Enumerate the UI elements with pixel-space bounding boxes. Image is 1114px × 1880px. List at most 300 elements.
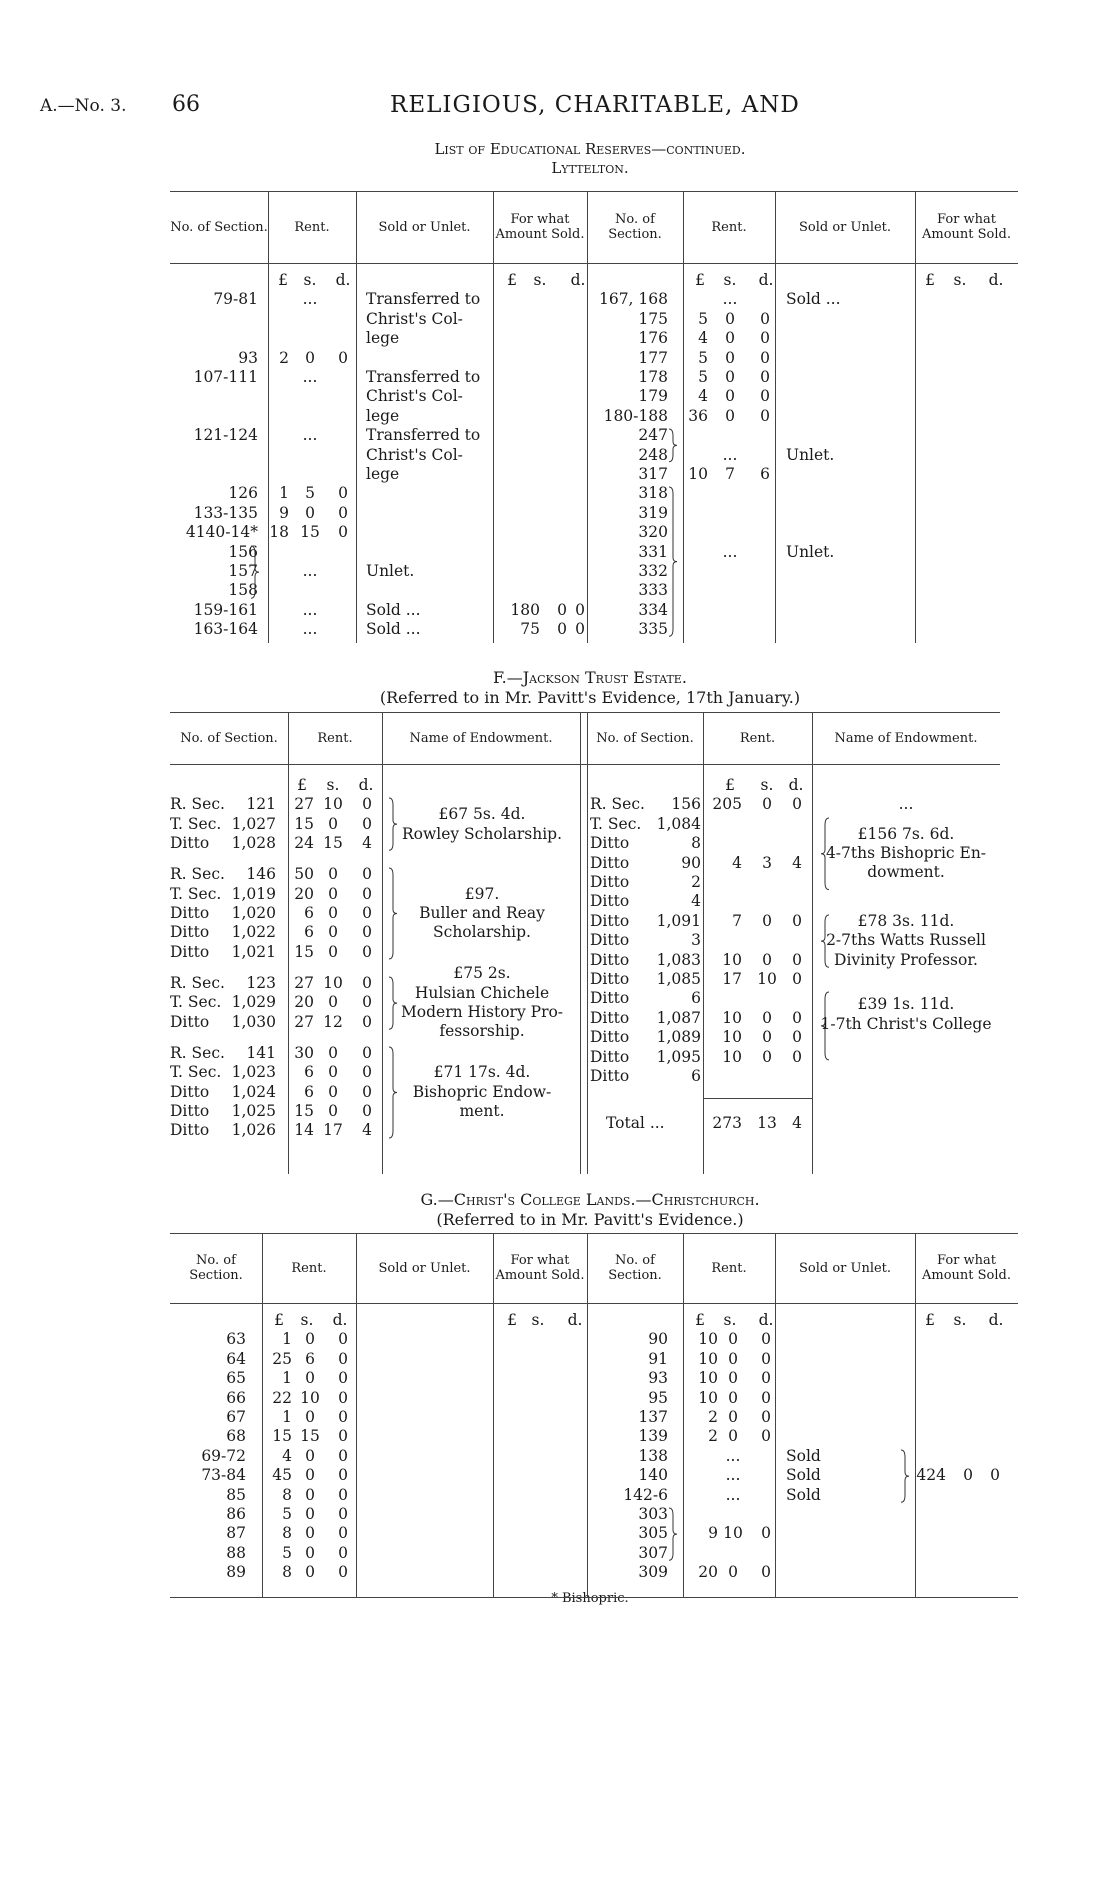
rent-pounds: 36 xyxy=(688,406,708,425)
section-type: T. Sec. xyxy=(170,1063,222,1082)
section-number: 1,091 xyxy=(656,911,701,930)
section-type: Ditto xyxy=(590,950,630,969)
rent-shillings: 0 xyxy=(762,911,772,930)
section-number: 63 xyxy=(226,1330,246,1349)
rent-shillings: 0 xyxy=(328,884,338,903)
rent-shillings: 0 xyxy=(305,1505,315,1523)
total-pence: 4 xyxy=(792,1113,802,1132)
rent-shillings: 5 xyxy=(305,484,315,503)
sold-or-unlet: Sold ... xyxy=(366,620,421,639)
section-type: T. Sec. xyxy=(170,993,222,1012)
rent-pence: 0 xyxy=(362,942,372,961)
unit-label: s. xyxy=(533,271,547,289)
amount-shillings: 0 xyxy=(557,620,567,639)
rent-pence: 0 xyxy=(362,923,372,942)
rent-pounds: 18 xyxy=(269,523,289,542)
section-number: 1,089 xyxy=(656,1028,701,1047)
unit-label: £ xyxy=(274,1311,284,1329)
rent-pounds: 15 xyxy=(294,1101,314,1120)
rent-shillings: 0 xyxy=(328,942,338,961)
rent-pounds: 10 xyxy=(722,1008,742,1027)
section-g-header-rule xyxy=(170,1303,1018,1304)
rent-pounds: 10 xyxy=(698,1369,718,1388)
rent-shillings: 0 xyxy=(305,1485,315,1504)
section-number: 1,025 xyxy=(231,1101,276,1120)
section-f-header-2: Name of Endowment. xyxy=(409,730,553,746)
section-number: 319 xyxy=(638,503,668,522)
rent-shillings: 0 xyxy=(728,1349,738,1368)
section-number: 303 xyxy=(638,1505,668,1523)
brace-247-248 xyxy=(668,428,678,463)
section-number: 307 xyxy=(638,1543,668,1562)
section-number: 1,022 xyxy=(231,923,276,942)
unit-label: £ xyxy=(278,271,288,289)
rent-pounds: 2 xyxy=(708,1408,718,1426)
rent-pence: 0 xyxy=(761,1427,771,1446)
section-number: 1,030 xyxy=(231,1012,276,1031)
section-number: 177 xyxy=(638,348,668,367)
brace-sold xyxy=(900,1449,910,1503)
rent-pence: 0 xyxy=(761,1349,771,1368)
section-type: Ditto xyxy=(590,834,630,853)
page-title: RELIGIOUS, CHARITABLE, AND xyxy=(390,92,800,118)
rent-shillings: 3 xyxy=(762,853,772,872)
section-type: T. Sec. xyxy=(170,814,222,833)
rent-pence: 0 xyxy=(761,1563,771,1582)
endowment-name: £156 7s. 6d. xyxy=(857,824,955,843)
section-type: R. Sec. xyxy=(170,973,225,992)
rent-pounds: 2 xyxy=(708,1427,718,1446)
amount-pence: 0 xyxy=(575,600,585,619)
section-type: R. Sec. xyxy=(590,795,645,814)
section-number: 1,083 xyxy=(656,950,701,969)
section-type: Ditto xyxy=(170,1012,210,1031)
section-e-header-6: Sold or Unlet. xyxy=(798,219,892,235)
amount-shillings: 0 xyxy=(557,600,567,619)
amount-pounds: 75 xyxy=(520,620,540,639)
section-number: 133-135 xyxy=(193,503,258,522)
unit-label: d. xyxy=(788,776,804,794)
section-number: 335 xyxy=(638,620,668,639)
rent-pounds: 25 xyxy=(272,1349,292,1368)
rent-pence: 0 xyxy=(792,950,802,969)
rent-pounds: 6 xyxy=(304,923,314,942)
rent-shillings: 0 xyxy=(728,1330,738,1349)
rent-pence: 0 xyxy=(362,1043,372,1062)
rent-pence: 0 xyxy=(760,406,770,425)
rent-shillings: ... xyxy=(302,562,318,580)
section-number: 79-81 xyxy=(213,290,258,309)
unit-label: s. xyxy=(300,1311,314,1329)
rent-shillings: ... xyxy=(302,620,318,639)
rent-pence: 0 xyxy=(338,1388,348,1407)
rent-pence: 0 xyxy=(761,1408,771,1426)
rent-shillings: 0 xyxy=(762,1008,772,1027)
rent-pounds: 10 xyxy=(722,1028,742,1047)
sold-or-unlet: Unlet. xyxy=(786,542,835,561)
rent-shillings: 10 xyxy=(300,1388,320,1407)
section-e-caption: List of Educational Reserves—continued. xyxy=(434,140,746,158)
section-type: Ditto xyxy=(590,1047,630,1066)
section-type: Ditto xyxy=(590,989,630,1008)
section-number: 167, 168 xyxy=(598,290,668,309)
section-number: 139 xyxy=(638,1427,668,1446)
unit-label: s. xyxy=(723,1311,737,1329)
unit-label: s. xyxy=(531,1311,545,1329)
rent-pence: 0 xyxy=(362,904,372,923)
rent-pence: 0 xyxy=(362,1101,372,1120)
endowment-name: Buller and Reay xyxy=(419,904,545,923)
rent-shillings: 0 xyxy=(328,1082,338,1101)
section-number: 68 xyxy=(226,1427,246,1446)
page-header xyxy=(0,92,1114,126)
rent-pence: 0 xyxy=(792,1028,802,1047)
section-number: 142-6 xyxy=(623,1485,668,1504)
rent-shillings: 0 xyxy=(328,923,338,942)
section-number: 1,028 xyxy=(231,834,276,853)
endowment-name: dowment. xyxy=(867,863,945,882)
rent-pounds: 10 xyxy=(722,950,742,969)
rent-pounds: 24 xyxy=(294,834,314,853)
rent-pounds: 20 xyxy=(294,884,314,903)
rent-shillings: 0 xyxy=(725,406,735,425)
section-number: 332 xyxy=(638,562,668,580)
rent-pence: 0 xyxy=(338,523,348,542)
section-number: 1,027 xyxy=(231,814,276,833)
sold-or-unlet: Unlet. xyxy=(786,445,835,464)
section-number: 1,085 xyxy=(656,970,701,988)
unit-label: £ xyxy=(297,776,307,794)
section-f-caption: F.—Jackson Trust Estate. xyxy=(493,668,687,687)
section-g-caption: G.—Christ's College Lands.—Christchurch. xyxy=(420,1190,760,1209)
sold-or-unlet: lege xyxy=(366,465,400,483)
section-number: 178 xyxy=(638,368,668,386)
rent-shillings: ... xyxy=(722,290,738,309)
endowment-name: ... xyxy=(898,795,914,814)
sold-or-unlet: Unlet. xyxy=(366,562,415,580)
section-f-header-3: No. of Section. xyxy=(596,730,694,746)
section-e-top-rule xyxy=(170,191,1018,192)
rent-pounds: 9 xyxy=(279,503,289,522)
section-type: Ditto xyxy=(590,1008,630,1027)
section-number: 305 xyxy=(638,1524,668,1543)
section-type: Ditto xyxy=(590,970,630,988)
rent-pence: 6 xyxy=(760,465,770,483)
rent-pence: 4 xyxy=(792,853,802,872)
endowment-name: 1-7th Christ's College xyxy=(820,1014,992,1033)
rent-shillings: 0 xyxy=(305,1369,315,1388)
section-type: Ditto xyxy=(590,853,630,872)
section-number: 126 xyxy=(228,484,258,503)
rent-shillings: ... xyxy=(302,368,318,386)
section-number: 334 xyxy=(638,600,668,619)
rent-pounds: 6 xyxy=(304,904,314,923)
section-number: 333 xyxy=(638,581,668,600)
rent-shillings: ... xyxy=(725,1466,741,1485)
unit-label: £ xyxy=(925,271,935,289)
endowment-name: 2-7ths Watts Russell xyxy=(826,931,986,950)
section-e-location: Lyttelton. xyxy=(551,159,629,177)
section-type: Ditto xyxy=(590,873,630,891)
rent-pence: 0 xyxy=(338,1408,348,1426)
rent-pence: 0 xyxy=(338,1349,348,1368)
rent-shillings: 0 xyxy=(305,503,315,522)
footnote: * Bishopric. xyxy=(551,1591,629,1606)
section-number: 1,024 xyxy=(231,1082,276,1101)
unit-label: £ xyxy=(507,271,517,289)
rent-pence: 0 xyxy=(792,911,802,930)
section-g-column-divider xyxy=(683,1233,684,1597)
section-number: 309 xyxy=(638,1563,668,1582)
sold-amount-pence: 0 xyxy=(990,1466,1000,1485)
rent-shillings: 0 xyxy=(728,1563,738,1582)
section-number: 163-164 xyxy=(193,620,258,639)
unit-label: s. xyxy=(953,271,967,289)
rent-shillings: ... xyxy=(302,426,318,445)
rent-pounds: 22 xyxy=(272,1388,292,1407)
section-number: 90 xyxy=(648,1330,668,1349)
rent-pounds: 8 xyxy=(282,1524,292,1543)
rent-pence: 0 xyxy=(338,503,348,522)
section-type: Ditto xyxy=(170,1082,210,1101)
endowment-name: Scholarship. xyxy=(433,923,531,942)
rent-shillings: 7 xyxy=(725,465,735,483)
section-e-column-divider xyxy=(775,191,776,643)
rent-shillings: 6 xyxy=(305,1349,315,1368)
rent-shillings: 12 xyxy=(323,1012,343,1031)
rent-pounds: 5 xyxy=(698,309,708,328)
rent-pounds: 10 xyxy=(698,1349,718,1368)
section-type: Ditto xyxy=(590,931,630,950)
rent-pence: 0 xyxy=(792,1047,802,1066)
unit-label: s. xyxy=(760,776,774,794)
rent-pence: 0 xyxy=(362,1012,372,1031)
section-g-bottom-rule xyxy=(170,1597,1018,1598)
sold-or-unlet: Sold xyxy=(786,1466,821,1485)
rent-shillings: 0 xyxy=(762,950,772,969)
unit-label: d. xyxy=(332,1311,348,1329)
section-number: 121-124 xyxy=(193,426,258,445)
rent-pounds: 17 xyxy=(722,970,742,988)
section-number: 320 xyxy=(638,523,668,542)
section-number: 67 xyxy=(226,1408,246,1426)
section-number: 176 xyxy=(638,329,668,348)
rent-shillings: 0 xyxy=(762,1047,772,1066)
rent-shillings: ... xyxy=(725,1485,741,1504)
rent-shillings: 0 xyxy=(305,1543,315,1562)
endowment-name: fessorship. xyxy=(439,1022,525,1041)
rent-pounds: 10 xyxy=(688,465,708,483)
section-number: 4 xyxy=(691,892,701,911)
rent-pounds: 30 xyxy=(294,1043,314,1062)
section-g-header-7: For what Amount Sold. xyxy=(922,1253,1011,1283)
section-number: 65 xyxy=(226,1369,246,1388)
section-number: 331 xyxy=(638,542,668,561)
section-number: 123 xyxy=(246,973,276,992)
section-f-column-divider xyxy=(580,712,581,1174)
section-number: 1,029 xyxy=(231,993,276,1012)
rent-pounds: 15 xyxy=(272,1427,292,1446)
section-number: 64 xyxy=(226,1349,246,1368)
section-e-column-divider xyxy=(356,191,357,643)
section-number: 1,021 xyxy=(231,942,276,961)
rent-shillings: 0 xyxy=(328,1101,338,1120)
rent-pence: 0 xyxy=(338,348,348,367)
total-pounds: 273 xyxy=(712,1113,742,1132)
rent-pence: 0 xyxy=(761,1388,771,1407)
unit-label: £ xyxy=(695,1311,705,1329)
section-g-note: (Referred to in Mr. Pavitt's Evidence.) xyxy=(436,1210,744,1229)
brace-318-335 xyxy=(668,486,678,637)
total-rule xyxy=(703,1098,812,1099)
section-type: Ditto xyxy=(170,923,210,942)
rent-shillings: 10 xyxy=(323,795,343,814)
section-number: 141 xyxy=(246,1043,276,1062)
rent-shillings: 0 xyxy=(305,1408,315,1426)
section-number: 157 xyxy=(228,562,258,580)
section-f-header-0: No. of Section. xyxy=(180,730,278,746)
section-number: 146 xyxy=(246,865,276,884)
section-number: 2 xyxy=(691,873,701,891)
brace-156-158 xyxy=(250,545,260,599)
section-f-header-4: Rent. xyxy=(739,730,776,746)
section-e-header-1: Rent. xyxy=(294,219,330,235)
rent-shillings: 0 xyxy=(728,1369,738,1388)
rent-shillings: 10 xyxy=(323,973,343,992)
section-e-header-4: No. of Section. xyxy=(608,212,662,242)
rent-pence: 0 xyxy=(338,1485,348,1504)
section-number: 66 xyxy=(226,1388,246,1407)
section-f-column-divider xyxy=(703,712,704,1174)
section-g-header-0: No. of Section. xyxy=(189,1253,243,1283)
rent-shillings: 0 xyxy=(762,1028,772,1047)
section-number: 1,084 xyxy=(656,814,701,833)
rent-pence: 0 xyxy=(338,1369,348,1388)
rent-pence: 0 xyxy=(338,1505,348,1523)
sold-or-unlet: Sold ... xyxy=(366,600,421,619)
rent-pounds: 6 xyxy=(304,1063,314,1082)
rent-pounds: 1 xyxy=(282,1408,292,1426)
endowment-name: £75 2s. xyxy=(453,964,511,983)
rent-shillings: 0 xyxy=(305,1446,315,1465)
section-type: Ditto xyxy=(590,911,630,930)
document-reference: A.—No. 3. xyxy=(40,96,127,116)
section-number: 317 xyxy=(638,465,668,483)
rent-shillings: 0 xyxy=(762,795,772,814)
rent-pounds: 1 xyxy=(279,484,289,503)
endowment-name: £71 17s. 4d. xyxy=(433,1063,531,1082)
unit-label: s. xyxy=(326,776,340,794)
section-number: 69-72 xyxy=(201,1446,246,1465)
section-number: 87 xyxy=(226,1524,246,1543)
section-e-header-5: Rent. xyxy=(711,219,747,235)
section-type: Ditto xyxy=(170,1121,210,1140)
rent-pence: 0 xyxy=(760,368,770,386)
section-type: Ditto xyxy=(590,892,630,911)
section-e-header-7: For what Amount Sold. xyxy=(922,212,1011,242)
section-number: 89 xyxy=(226,1563,246,1582)
section-type: R. Sec. xyxy=(170,1043,225,1062)
section-type: Ditto xyxy=(170,904,210,923)
rent-pounds: 5 xyxy=(282,1543,292,1562)
section-e-column-divider xyxy=(493,191,494,643)
section-e-header-0: No. of Section. xyxy=(170,219,268,235)
rent-pence: 0 xyxy=(362,884,372,903)
rent-pence: 0 xyxy=(760,309,770,328)
endowment-name: ment. xyxy=(459,1101,505,1120)
rent-pounds: 10 xyxy=(722,1047,742,1066)
rent-pounds: 2 xyxy=(279,348,289,367)
sold-amount-shillings: 0 xyxy=(963,1466,973,1485)
rent-pounds: 205 xyxy=(712,795,742,814)
section-f-column-divider xyxy=(382,712,383,1174)
section-g-column-divider xyxy=(915,1233,916,1597)
section-e-column-divider xyxy=(268,191,269,643)
rent-pence: 0 xyxy=(362,993,372,1012)
section-type: R. Sec. xyxy=(170,795,225,814)
rent-pounds: 1 xyxy=(282,1330,292,1349)
rent-pence: 0 xyxy=(338,1446,348,1465)
endowment-name: £67 5s. 4d. xyxy=(438,805,526,824)
endowment-name: Bishopric Endow- xyxy=(412,1082,552,1101)
endowment-name: £97. xyxy=(464,884,500,903)
rent-shillings: 0 xyxy=(328,865,338,884)
section-g-column-divider xyxy=(775,1233,776,1597)
section-type: Ditto xyxy=(170,834,210,853)
rent-pounds: 4 xyxy=(698,387,708,406)
rent-shillings: 0 xyxy=(305,348,315,367)
unit-label: £ xyxy=(725,776,735,794)
section-e-header-3: For what Amount Sold. xyxy=(495,212,585,242)
rent-pounds: 9 xyxy=(708,1524,718,1543)
rent-shillings: 0 xyxy=(305,1466,315,1485)
rent-pence: 0 xyxy=(338,1524,348,1543)
rent-pounds: 4 xyxy=(732,853,742,872)
rent-shillings: 10 xyxy=(757,970,777,988)
unit-label: d. xyxy=(570,271,586,289)
sold-or-unlet: lege xyxy=(366,406,400,425)
rent-pounds: 14 xyxy=(294,1121,314,1140)
section-number: 91 xyxy=(648,1349,668,1368)
section-number: 1,020 xyxy=(231,904,276,923)
unit-label: d. xyxy=(567,1311,583,1329)
rent-pence: 0 xyxy=(362,814,372,833)
section-number: 3 xyxy=(691,931,701,950)
rent-pence: 0 xyxy=(761,1369,771,1388)
rent-shillings: 15 xyxy=(300,1427,320,1446)
rent-pence: 0 xyxy=(760,348,770,367)
unit-label: £ xyxy=(695,271,705,289)
endowment-name: 4-7ths Bishopric En- xyxy=(825,843,987,862)
section-number: 247 xyxy=(638,426,668,445)
unit-label: d. xyxy=(988,271,1004,289)
rent-pounds: 5 xyxy=(698,368,708,386)
unit-label: £ xyxy=(507,1311,517,1329)
section-type: Ditto xyxy=(590,1067,630,1085)
rent-shillings: 0 xyxy=(328,1063,338,1082)
endowment-name: Divinity Professor. xyxy=(834,950,978,969)
rent-pounds: 27 xyxy=(294,973,314,992)
rent-pounds: 1 xyxy=(282,1369,292,1388)
unit-label: d. xyxy=(335,271,351,289)
sold-or-unlet: lege xyxy=(366,329,400,348)
rent-pounds: 4 xyxy=(282,1446,292,1465)
rent-pounds: 5 xyxy=(282,1505,292,1523)
rent-pounds: 7 xyxy=(732,911,742,930)
section-type: R. Sec. xyxy=(170,865,225,884)
page-number: 66 xyxy=(172,92,200,117)
unit-label: s. xyxy=(953,1311,967,1329)
